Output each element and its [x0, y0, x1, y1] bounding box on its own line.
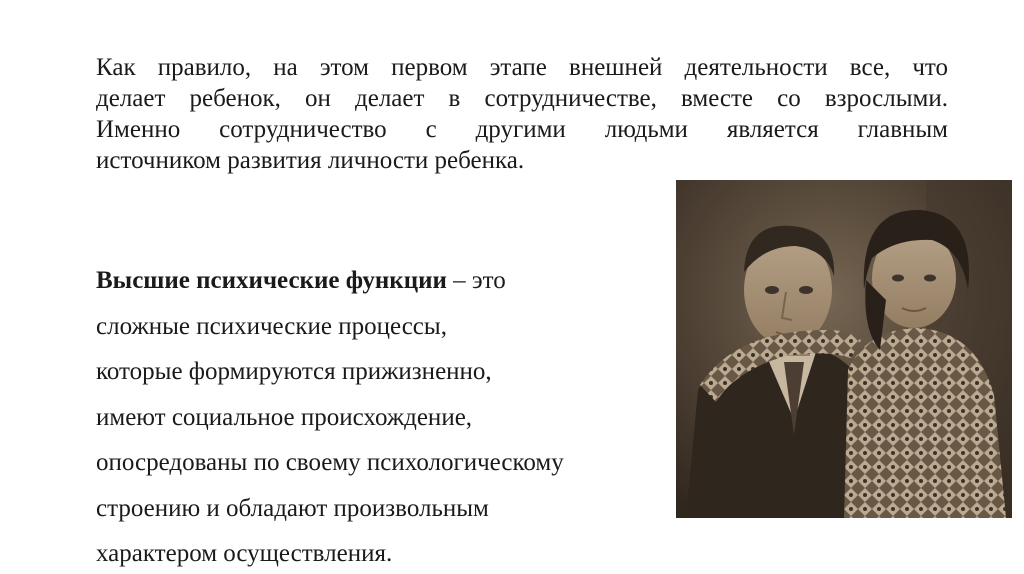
definition-block [96, 258, 676, 574]
intro-line: источником развития личности ребенка. [96, 147, 525, 174]
definition-line: строению и обладают произвольным [96, 494, 489, 522]
intro-line: делает ребенок, он делает в сотрудничестве, вместе со взрослыми. [96, 85, 948, 112]
definition-line: опосредованы по своему психологическому [96, 449, 564, 476]
intro-line: Именно сотрудничество с другими людьми является главным [96, 116, 948, 143]
definition-term: Высшие психические функции [96, 267, 447, 294]
definition-first-line [96, 258, 676, 304]
definition-line: характером осуществления. [96, 540, 393, 567]
definition-line: сложные психические процессы, [96, 312, 447, 340]
intro-line: Как правило, на этом первом этапе внешней деятельности все, что [96, 54, 948, 81]
definition-line: которые формируются прижизненно, [96, 358, 492, 385]
definition-line: имеют социальное происхождение, [96, 403, 473, 431]
portrait-illustration [676, 180, 1012, 518]
definition-dash-text: – это [446, 267, 506, 294]
vintage-portrait-photo [676, 180, 1012, 518]
intro-paragraph [96, 52, 948, 176]
